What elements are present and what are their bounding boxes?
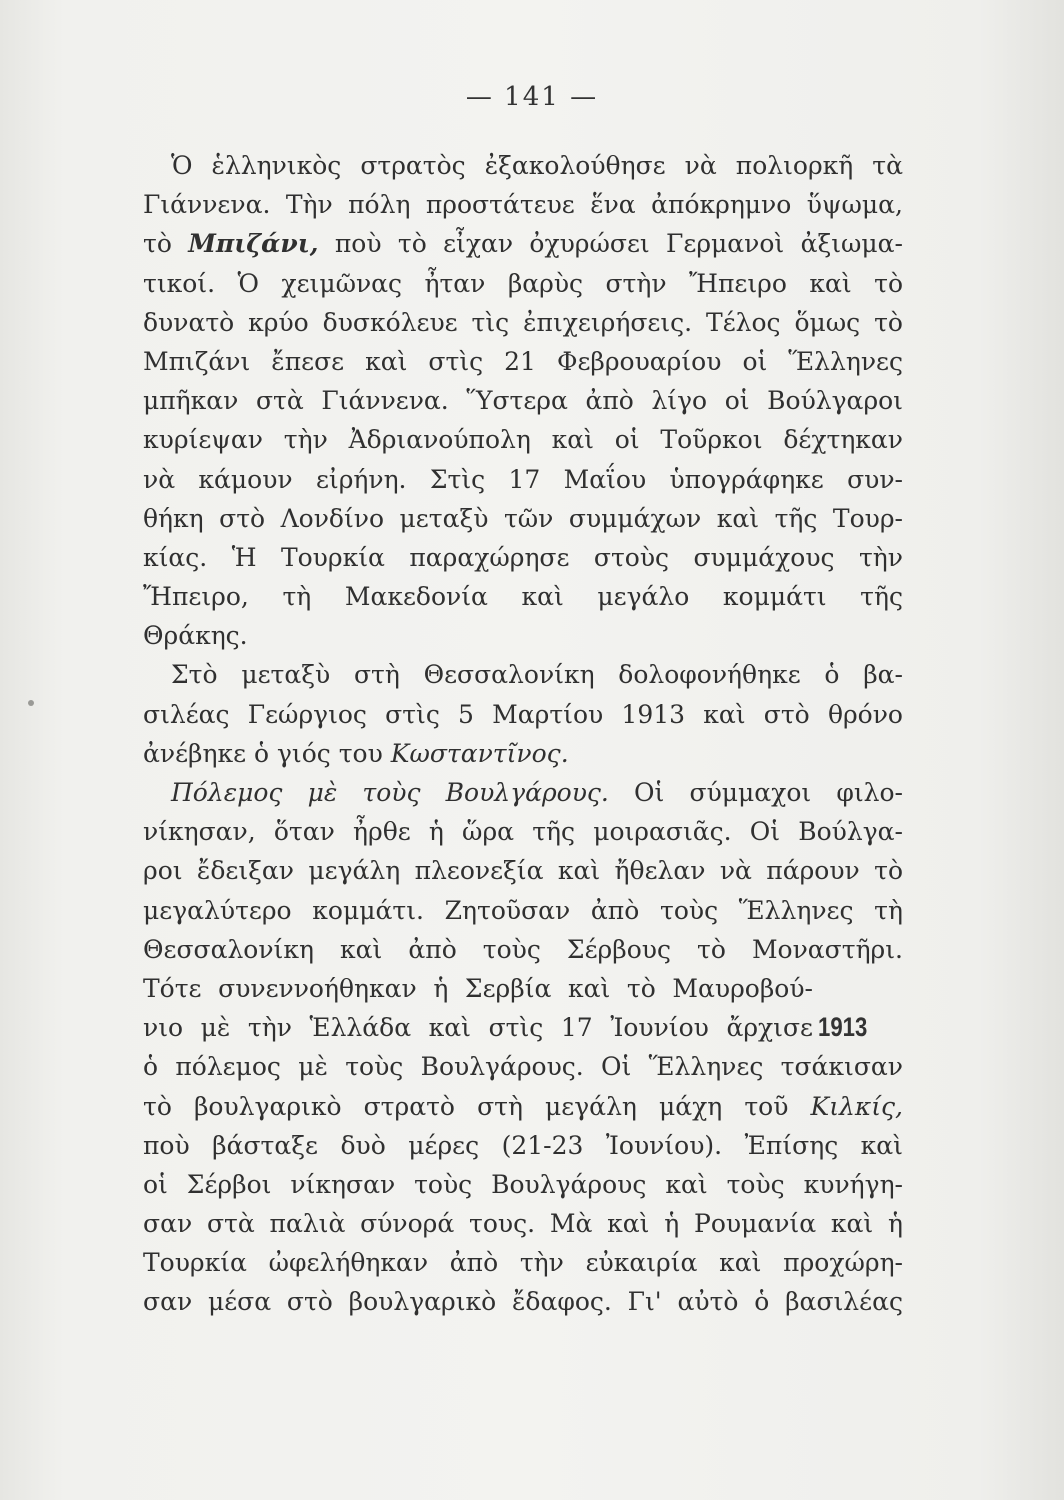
text-line <box>143 930 903 969</box>
line-text: νιο μὲ τὴν Ἑλλάδα καὶ στὶς 17 Ἰουνίου ἄρχισε <box>143 1013 813 1043</box>
line-text: σαν μέσα στὸ βουλγαρικὸ ἔδαφος. Γι' αὐτὸ ὁ βασιλέας <box>143 1287 903 1317</box>
body-text <box>143 146 903 1322</box>
text-line <box>143 146 903 185</box>
line-text: τὸ <box>143 229 189 259</box>
text-line <box>143 185 903 224</box>
line-text: Ἤπειρο, τὴ Μακεδονία καὶ μεγάλο κομμάτι τῆς <box>143 582 903 612</box>
line-text: νίκησαν, ὅταν ἦρθε ἡ ὥρα τῆς μοιρασιᾶς. Οἱ Βούλγα- <box>143 817 903 847</box>
line-text: Τότε συνεννοήθηκαν ἡ Σερβία καὶ τὸ Μαυροβού- <box>143 973 813 1003</box>
text-line <box>143 655 903 694</box>
line-text: κυρίεψαν τὴν Ἀδριανούπολη καὶ οἱ Τοῦρκοι δέχτηκαν <box>143 425 903 455</box>
text-line <box>143 969 903 1008</box>
emphasis-kilkis: Κιλκίς, <box>810 1091 903 1121</box>
text-line <box>143 734 903 773</box>
text-line <box>143 1126 903 1165</box>
text-line <box>143 1087 903 1126</box>
line-text: Ὁ ἑλληνικὸς στρατὸς ἐξακολούθησε νὰ πολιορκῆ τὰ <box>171 151 903 180</box>
text-line <box>143 695 903 734</box>
text-line <box>143 773 903 812</box>
line-text: ὁ πόλεμος μὲ τοὺς Βουλγάρους. Οἱ Ἕλληνες τσάκισαν <box>143 1052 903 1082</box>
line-text: Στὸ μεταξὺ στὴ Θεσσαλονίκη δολοφονήθηκε ὁ βα- <box>171 660 903 690</box>
text-line <box>143 264 903 303</box>
line-text: ποὺ βάσταξε δυὸ μέρες (21-23 Ἰουνίου). Ἐπίσης καὶ <box>143 1130 903 1160</box>
emphasis-bizani: Μπιζάνι, <box>188 229 319 259</box>
text-line <box>143 381 903 420</box>
text-line <box>143 1047 903 1086</box>
line-text: Γιάννενα. Τὴν πόλη προστάτευε ἕνα ἀπόκρημνο ὕψωμα, <box>143 190 903 220</box>
page-number: — 141 — <box>465 82 599 112</box>
line-text: τὸ βουλγαρικὸ στρατὸ στὴ μεγάλη μάχη τοῦ <box>143 1091 811 1121</box>
text-line <box>143 891 903 930</box>
text-line <box>143 420 903 459</box>
line-text: ποὺ τὸ εἶχαν ὀχυρώσει Γερμανοὶ ἀξιωμα- <box>318 229 903 259</box>
line-text: ἀνέβηκε ὁ γιός του <box>143 738 391 768</box>
text-line <box>143 303 903 342</box>
line-text: Θεσσαλονίκη καὶ ἀπὸ τοὺς Σέρβους τὸ Μοναστῆρι. <box>143 934 903 964</box>
text-line <box>143 224 903 263</box>
line-text: δυνατὸ κρύο δυσκόλευε τὶς ἐπιχειρήσεις. Τέλος ὅμως τὸ <box>143 307 903 337</box>
text-line <box>143 1008 903 1047</box>
text-line <box>143 499 903 538</box>
line-text: θήκη στὸ Λονδίνο μεταξὺ τῶν συμμάχων καὶ τῆς Τουρ- <box>143 503 903 533</box>
text-line <box>143 460 903 499</box>
text-line <box>143 1165 903 1204</box>
text-line <box>143 812 903 851</box>
line-text: νὰ κάμουν εἰρήνη. Στὶς 17 Μαΐου ὑπογράφηκε συν- <box>143 464 903 494</box>
text-line <box>143 1204 903 1243</box>
text-line <box>143 577 903 616</box>
section-heading-war-with-bulgarians: Πόλεμος μὲ τοὺς Βουλγάρους. <box>171 778 609 807</box>
line-text: οἱ Σέρβοι νίκησαν τοὺς Βουλγάρους καὶ τοὺς κυνήγη- <box>143 1169 903 1199</box>
text-line <box>143 616 903 655</box>
text-line <box>143 1243 903 1282</box>
text-line <box>143 342 903 381</box>
line-text: κίας. Ἡ Τουρκία παραχώρησε στοὺς συμμάχους τὴν <box>143 542 903 572</box>
line-text: μπῆκαν στὰ Γιάννενα. Ὕστερα ἀπὸ λίγο οἱ Βούλγαροι <box>143 386 903 416</box>
text-line <box>143 538 903 577</box>
margin-year-note: 1913 <box>818 1012 868 1042</box>
line-text: μεγαλύτερο κομμάτι. Ζητοῦσαν ἀπὸ τοὺς Ἕλληνες τὴ <box>143 895 903 925</box>
text-line <box>143 1282 903 1321</box>
line-text: σαν στὰ παλιὰ σύνορά τους. Μὰ καὶ ἡ Ρουμανία καὶ ἡ <box>143 1209 903 1239</box>
line-text: Μπιζάνι ἔπεσε καὶ στὶς 21 Φεβρουαρίου οἱ Ἕλληνες <box>143 346 903 376</box>
line-text: Οἱ σύμμαχοι φιλο- <box>608 778 903 807</box>
page-speck <box>28 700 34 706</box>
line-text: τικοί. Ὁ χειμῶνας ἦταν βαρὺς στὴν Ἤπειρο καὶ τὸ <box>143 268 903 298</box>
text-line <box>143 851 903 890</box>
line-text: σιλέας Γεώργιος στὶς 5 Μαρτίου 1913 καὶ στὸ θρόνο <box>143 699 903 729</box>
line-text: Θράκης. <box>143 621 248 651</box>
emphasis-konstantinos: Κωσταντῖνος. <box>390 738 569 768</box>
line-text: ροι ἔδειξαν μεγάλη πλεονεξία καὶ ἤθελαν νὰ πάρουν τὸ <box>143 856 903 886</box>
line-text: Τουρκία ὠφελήθηκαν ἀπὸ τὴν εὐκαιρία καὶ προχώρη- <box>143 1248 903 1278</box>
